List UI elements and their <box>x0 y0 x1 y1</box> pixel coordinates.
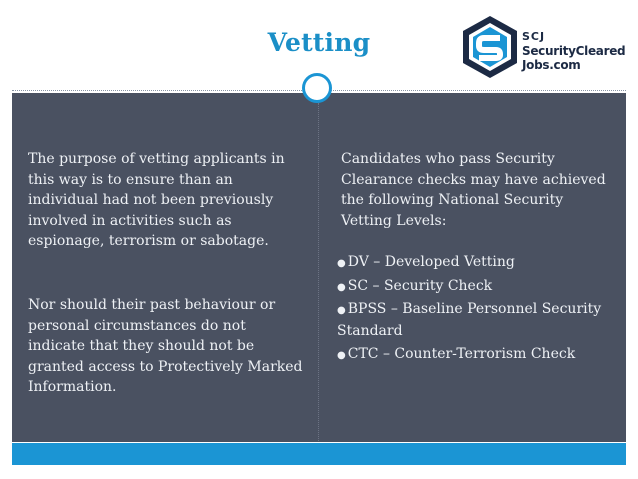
circle-ornament <box>302 73 332 103</box>
scj-logo <box>460 12 630 82</box>
bullet-icon: ● <box>337 349 346 361</box>
right-intro-paragraph: Candidates who pass Security Clearance checks may have achieved the following National Security Vetting Levels: <box>341 151 606 229</box>
list-item: ● DV – Developed Vetting <box>337 254 515 270</box>
logo-scj: SCJ <box>522 30 546 43</box>
logo-domain: Jobs.com <box>522 58 581 72</box>
column-divider <box>318 103 319 441</box>
list-item: ● BPSS – Baseline Personnel Security Standard <box>337 301 602 339</box>
logo-text <box>522 30 625 72</box>
left-paragraph-behaviour: Nor should their past behaviour or personal circumstances do not indicate that they should not be granted access to Protectively Marked Information. <box>28 297 303 395</box>
vetting-levels-list <box>337 252 622 367</box>
shield-s-icon <box>460 14 520 80</box>
logo-name: SecurityCleared <box>522 44 626 58</box>
bottom-accent-bar <box>12 443 626 465</box>
bullet-icon: ● <box>337 281 346 293</box>
list-item: ● SC – Security Check <box>337 277 493 294</box>
slide-title: Vetting <box>267 28 371 57</box>
bullet-icon: ● <box>337 305 346 316</box>
left-paragraph-purpose: The purpose of vetting applicants in this way is to ensure than an individual had not been previously involved in activities such as espionage, terrorism or sabotage. <box>28 151 285 249</box>
bullet-icon: ● <box>337 258 346 269</box>
list-item: ● CTC – Counter-Terrorism Check <box>337 345 576 362</box>
